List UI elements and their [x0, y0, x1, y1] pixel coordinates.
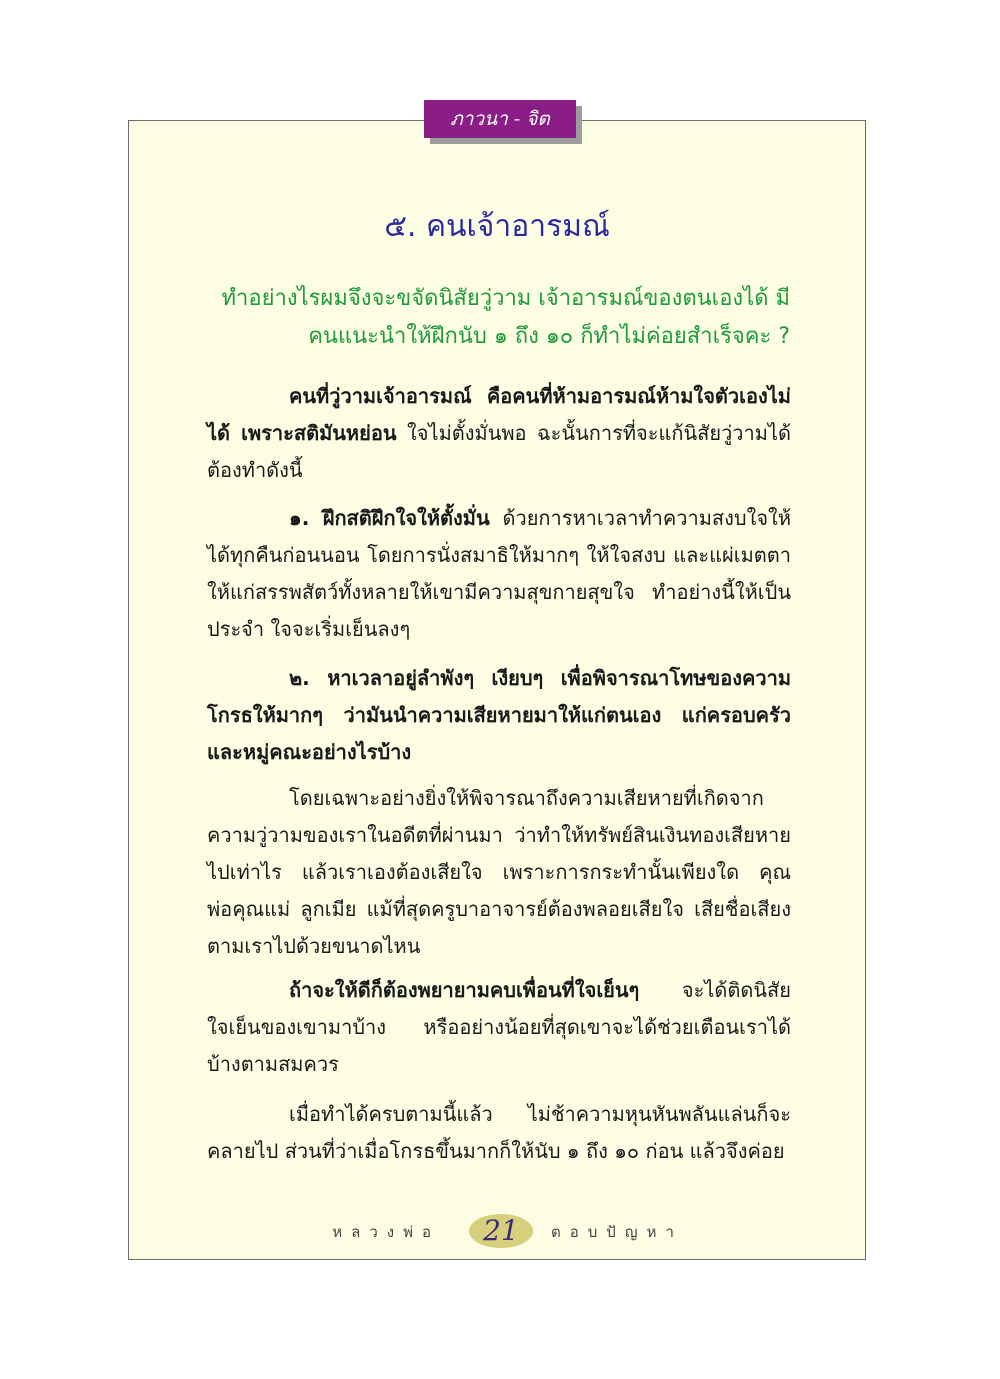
- paragraph-5-bold: ถ้าจะให้ดีก็ต้องพยายามคบเพื่อนที่ใจเย็นๆ: [289, 978, 640, 1002]
- footer: [129, 1212, 865, 1252]
- question-line-1: ทำอย่างไรผมจึงจะขจัดนิสัยวู่วาม เจ้าอารมณ์ของตนเองได้ มี: [221, 286, 790, 311]
- page-number: 21: [483, 1214, 519, 1247]
- paragraph-4-text: โดยเฉพาะอย่างยิ่งให้พิจารณาถึงความเสียหายที่เกิดจากความวู่วามของเราในอดีตที่ผ่านมา ว่าทำให้ทรัพย์สินเงินทองเสียหายไปเท่าไร แล้วเราเองต้องเสียใจ เพราะการกระทำนั้นเพียงใด คุณพ่อคุณแม่ ลูกเมีย แม้ที่สุดครูบาอาจารย์ต้องพลอยเสียใจ เสียชื่อเสียงตามเราไปด้วยขนาดไหน: [207, 786, 791, 958]
- footer-right-text: ตอบปัญหา: [551, 1223, 683, 1241]
- paragraph-5: [207, 972, 791, 1083]
- paragraph-4: [207, 780, 791, 965]
- paragraph-1-text: ใจไม่ตั้งมั่นพอ ฉะนั้นการที่จะแก้นิสัยวู่วามได้ต้องทำดังนี้: [207, 421, 792, 482]
- paragraph-6: [207, 1096, 791, 1170]
- paragraph-3-bold: ๒. หาเวลาอยู่ลำพังๆ เงียบๆ เพื่อพิจารณาโทษของความโกรธให้มากๆ ว่ามันนำความเสียหายมาให้แก่ตนเอง แก่ครอบครัวและหมู่คณะอย่างไรบ้าง: [207, 666, 791, 764]
- paragraph-2: [207, 500, 791, 648]
- paragraph-3: [207, 660, 791, 771]
- question-block: [200, 280, 790, 356]
- paragraph-2-text: ด้วยการหาเวลาทำความสงบใจให้ได้ทุกคืนก่อนนอน โดยการนั่งสมาธิให้มากๆ ให้ใจสงบ และแผ่เมตตาให้แก่สรรพสัตว์ทั้งหลายให้เขามีความสุขกายสุขใจ ทำอย่างนี้ให้เป็นประจำ ใจจะเริ่มเย็นลงๆ: [207, 506, 791, 641]
- paragraph-2-bold: ๑. ฝึกสติฝึกใจให้ตั้งมั่น: [289, 506, 490, 530]
- chapter-title: ๕. คนเจ้าอารมณ์: [384, 209, 610, 244]
- paragraph-1-bold: คนที่วู่วามเจ้าอารมณ์ คือคนที่ห้ามอารมณ์ห้ามใจตัวเองไม่ได้ เพราะสติมันหย่อน: [207, 384, 791, 445]
- paragraph-1: [207, 378, 791, 489]
- paragraph-5-text: จะได้ติดนิสัยใจเย็นของเขามาบ้าง หรืออย่างน้อยที่สุดเขาจะได้ช่วยเตือนเราได้บ้างตามสมควร: [207, 978, 791, 1076]
- section-tab: ภาวนา - จิต: [424, 100, 576, 138]
- paragraph-6-text: เมื่อทำได้ครบตามนี้แล้ว ไม่ช้าความหุนหันพลันแล่นก็จะคลายไป ส่วนที่ว่าเมื่อโกรธขึ้นมากก็ให้นับ ๑ ถึง ๑๐ ก่อน แล้วจึงค่อย: [207, 1102, 791, 1163]
- footer-left-text: หลวงพ่อ: [332, 1223, 440, 1241]
- question-line-2: คนแนะนำให้ฝึกนับ ๑ ถึง ๑๐ ก็ทำไม่ค่อยสำเร็จคะ ?: [308, 324, 790, 349]
